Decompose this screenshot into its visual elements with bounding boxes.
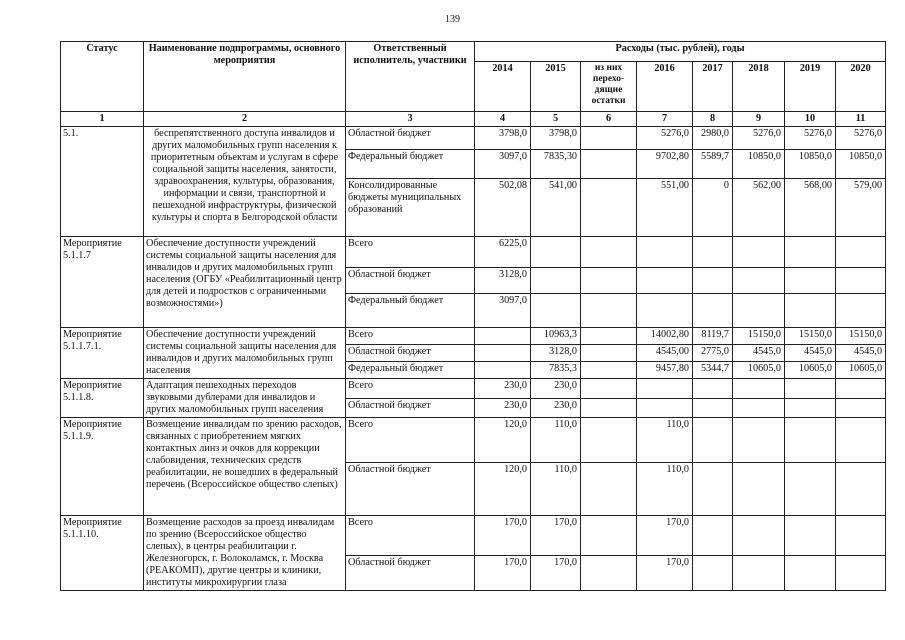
column-index: 3	[346, 112, 475, 127]
value-cell: 5276,0	[785, 127, 836, 150]
value-cell	[475, 345, 531, 362]
value-cell: 10850,0	[733, 150, 785, 179]
value-cell: 120,0	[475, 463, 531, 516]
value-cell	[581, 127, 637, 150]
value-cell: 3128,0	[531, 345, 581, 362]
column-index: 8	[693, 112, 733, 127]
value-cell: 6225,0	[475, 237, 531, 268]
header-name: Наименование подпрограммы, основного мероприятия	[144, 42, 346, 112]
value-cell: 5344,7	[693, 362, 733, 379]
value-cell	[693, 379, 733, 399]
value-cell	[836, 418, 886, 463]
status-cell: Мероприятие 5.1.1.7.1.	[61, 328, 144, 379]
header-year: 2018	[733, 62, 785, 112]
table-row	[61, 379, 886, 399]
value-cell: 170,0	[531, 516, 581, 556]
value-cell: 3097,0	[475, 150, 531, 179]
value-cell	[693, 294, 733, 328]
value-cell	[531, 294, 581, 328]
page-number: 139	[445, 14, 460, 25]
value-cell	[733, 294, 785, 328]
executor-cell: Федеральный бюджет	[346, 294, 475, 328]
column-index: 10	[785, 112, 836, 127]
value-cell: 579,00	[836, 179, 886, 237]
value-cell	[785, 516, 836, 556]
value-cell	[836, 399, 886, 418]
value-cell	[836, 268, 886, 294]
executor-cell: Всего	[346, 237, 475, 268]
value-cell: 5589,7	[693, 150, 733, 179]
value-cell	[581, 555, 637, 590]
executor-cell: Федеральный бюджет	[346, 150, 475, 179]
value-cell: 0	[693, 179, 733, 237]
header-year: 2015	[531, 62, 581, 112]
executor-cell: Областной бюджет	[346, 127, 475, 150]
value-cell	[733, 555, 785, 590]
value-cell	[531, 237, 581, 268]
value-cell: 230,0	[531, 399, 581, 418]
value-cell: 15150,0	[836, 328, 886, 345]
value-cell	[836, 555, 886, 590]
table-row	[61, 237, 886, 268]
value-cell	[581, 179, 637, 237]
value-cell	[693, 463, 733, 516]
value-cell: 10850,0	[785, 150, 836, 179]
executor-cell: Областной бюджет	[346, 399, 475, 418]
value-cell: 170,0	[531, 555, 581, 590]
value-cell: 568,00	[785, 179, 836, 237]
column-index: 7	[637, 112, 693, 127]
value-cell	[785, 268, 836, 294]
value-cell: 3798,0	[475, 127, 531, 150]
value-cell: 8119,7	[693, 328, 733, 345]
value-cell: 10605,0	[733, 362, 785, 379]
value-cell	[581, 418, 637, 463]
header-expenses: Расходы (тыс. рублей), годы	[475, 42, 886, 62]
value-cell: 15150,0	[733, 328, 785, 345]
value-cell	[581, 150, 637, 179]
value-cell: 170,0	[475, 516, 531, 556]
status-cell: Мероприятие 5.1.1.7	[61, 237, 144, 328]
header-executor: Ответственный исполнитель, участники	[346, 42, 475, 112]
value-cell	[733, 379, 785, 399]
value-cell: 15150,0	[785, 328, 836, 345]
value-cell: 230,0	[475, 379, 531, 399]
value-cell: 4545,0	[733, 345, 785, 362]
measure-name-cell: Возмещение инвалидам по зрению расходов, связанных с приобретением мягких контактных линз и очков для коррекции слабовидения, технических средств реабилитации, не вошедших в федеральный перечень (Всероссийское общество слепых)	[144, 418, 346, 516]
value-cell	[637, 399, 693, 418]
budget-table	[60, 41, 886, 591]
value-cell	[637, 268, 693, 294]
measure-name-cell: Адаптация пешеходных переходов звуковыми дублерами для инвалидов и других маломобильных групп населения	[144, 379, 346, 418]
executor-cell: Всего	[346, 328, 475, 345]
table-row	[61, 516, 886, 556]
value-cell: 170,0	[637, 516, 693, 556]
value-cell: 10605,0	[785, 362, 836, 379]
column-index: 6	[581, 112, 637, 127]
value-cell: 5276,0	[733, 127, 785, 150]
value-cell	[733, 516, 785, 556]
value-cell: 120,0	[475, 418, 531, 463]
value-cell	[475, 328, 531, 345]
executor-cell: Областной бюджет	[346, 345, 475, 362]
value-cell: 562,00	[733, 179, 785, 237]
value-cell: 9702,80	[637, 150, 693, 179]
executor-cell: Всего	[346, 516, 475, 556]
value-cell	[531, 268, 581, 294]
value-cell	[836, 379, 886, 399]
value-cell	[836, 237, 886, 268]
value-cell	[733, 418, 785, 463]
status-cell: Мероприятие 5.1.1.9.	[61, 418, 144, 516]
status-cell: 5.1.	[61, 127, 144, 237]
header-year: из них перехо-дящие остатки	[581, 62, 637, 112]
measure-name-cell: Возмещение расходов за проезд инвалидам по зрению (Всероссийское общество слепых), в центры реабилитации г. Железногорск, г. Волоколамск, г. Москва (РЕАКОМП), другие центры и клиники, институты микрохирургии глаза	[144, 516, 346, 591]
value-cell	[836, 294, 886, 328]
value-cell: 4545,00	[637, 345, 693, 362]
value-cell: 2980,0	[693, 127, 733, 150]
value-cell: 10963,3	[531, 328, 581, 345]
value-cell	[581, 516, 637, 556]
value-cell	[581, 362, 637, 379]
value-cell	[581, 399, 637, 418]
executor-cell: Консолидированные бюджеты муниципальных образований	[346, 179, 475, 237]
measure-name-cell: Обеспечение доступности учреждений системы социальной защиты населения для инвалидов и других маломобильных групп населения	[144, 328, 346, 379]
value-cell	[693, 516, 733, 556]
value-cell	[693, 555, 733, 590]
executor-cell: Областной бюджет	[346, 268, 475, 294]
column-index: 9	[733, 112, 785, 127]
column-index: 2	[144, 112, 346, 127]
value-cell: 110,0	[637, 463, 693, 516]
header-year: 2016	[637, 62, 693, 112]
value-cell: 3097,0	[475, 294, 531, 328]
executor-cell: Всего	[346, 379, 475, 399]
value-cell	[693, 418, 733, 463]
value-cell: 3128,0	[475, 268, 531, 294]
value-cell	[785, 418, 836, 463]
value-cell	[581, 328, 637, 345]
value-cell: 2775,0	[693, 345, 733, 362]
column-index: 4	[475, 112, 531, 127]
value-cell: 7835,3	[531, 362, 581, 379]
status-cell: Мероприятие 5.1.1.8.	[61, 379, 144, 418]
value-cell	[785, 237, 836, 268]
column-index: 11	[836, 112, 886, 127]
status-cell: Мероприятие 5.1.1.10.	[61, 516, 144, 591]
value-cell: 502,08	[475, 179, 531, 237]
value-cell: 5276,0	[836, 127, 886, 150]
header-year: 2014	[475, 62, 531, 112]
value-cell	[733, 268, 785, 294]
value-cell: 7835,30	[531, 150, 581, 179]
value-cell	[637, 237, 693, 268]
value-cell	[637, 294, 693, 328]
value-cell	[733, 399, 785, 418]
value-cell	[693, 237, 733, 268]
executor-cell: Областной бюджет	[346, 555, 475, 590]
table-row	[61, 127, 886, 150]
measure-name-cell: беспрепятственного доступа инвалидов и других маломобильных групп населения к приоритетным объектам и услугам в сфере социальной защиты населения, занятости, здравоохранения, культуры, образования, информации и связи, транспортной и пешеходной инфраструктуры, физической культуры и спорта в Белгородской области	[144, 127, 346, 237]
value-cell: 541,00	[531, 179, 581, 237]
value-cell: 14002,80	[637, 328, 693, 345]
value-cell	[581, 345, 637, 362]
executor-cell: Областной бюджет	[346, 463, 475, 516]
value-cell	[836, 463, 886, 516]
header-year: 2019	[785, 62, 836, 112]
column-index: 1	[61, 112, 144, 127]
value-cell	[836, 516, 886, 556]
value-cell: 170,0	[637, 555, 693, 590]
header-year: 2017	[693, 62, 733, 112]
table-row	[61, 328, 886, 345]
header-year: 2020	[836, 62, 886, 112]
value-cell: 9457,80	[637, 362, 693, 379]
value-cell: 4545,0	[785, 345, 836, 362]
value-cell: 4545,0	[836, 345, 886, 362]
value-cell: 10850,0	[836, 150, 886, 179]
value-cell: 110,0	[531, 418, 581, 463]
table-row	[61, 418, 886, 463]
value-cell: 170,0	[475, 555, 531, 590]
measure-name-cell: Обеспечение доступности учреждений системы социальной защиты населения для инвалидов и других маломобильных групп населения (ОГБУ «Реабилитационный центр для детей и подростков с ограниченными возможностями»)	[144, 237, 346, 328]
value-cell	[581, 268, 637, 294]
value-cell	[785, 294, 836, 328]
value-cell: 10605,0	[836, 362, 886, 379]
value-cell: 5276,0	[637, 127, 693, 150]
value-cell	[581, 379, 637, 399]
budget-table-sheet	[60, 41, 881, 601]
value-cell	[733, 463, 785, 516]
value-cell	[785, 399, 836, 418]
value-cell	[475, 362, 531, 379]
value-cell: 230,0	[531, 379, 581, 399]
value-cell	[693, 399, 733, 418]
value-cell	[785, 379, 836, 399]
value-cell: 110,0	[637, 418, 693, 463]
value-cell	[581, 294, 637, 328]
value-cell: 230,0	[475, 399, 531, 418]
value-cell	[581, 463, 637, 516]
column-index: 5	[531, 112, 581, 127]
value-cell	[693, 268, 733, 294]
value-cell: 3798,0	[531, 127, 581, 150]
value-cell	[637, 379, 693, 399]
value-cell: 110,0	[531, 463, 581, 516]
value-cell	[581, 237, 637, 268]
value-cell	[733, 237, 785, 268]
executor-cell: Федеральный бюджет	[346, 362, 475, 379]
value-cell	[785, 463, 836, 516]
value-cell	[785, 555, 836, 590]
header-status: Статус	[61, 42, 144, 112]
executor-cell: Всего	[346, 418, 475, 463]
value-cell: 551,00	[637, 179, 693, 237]
